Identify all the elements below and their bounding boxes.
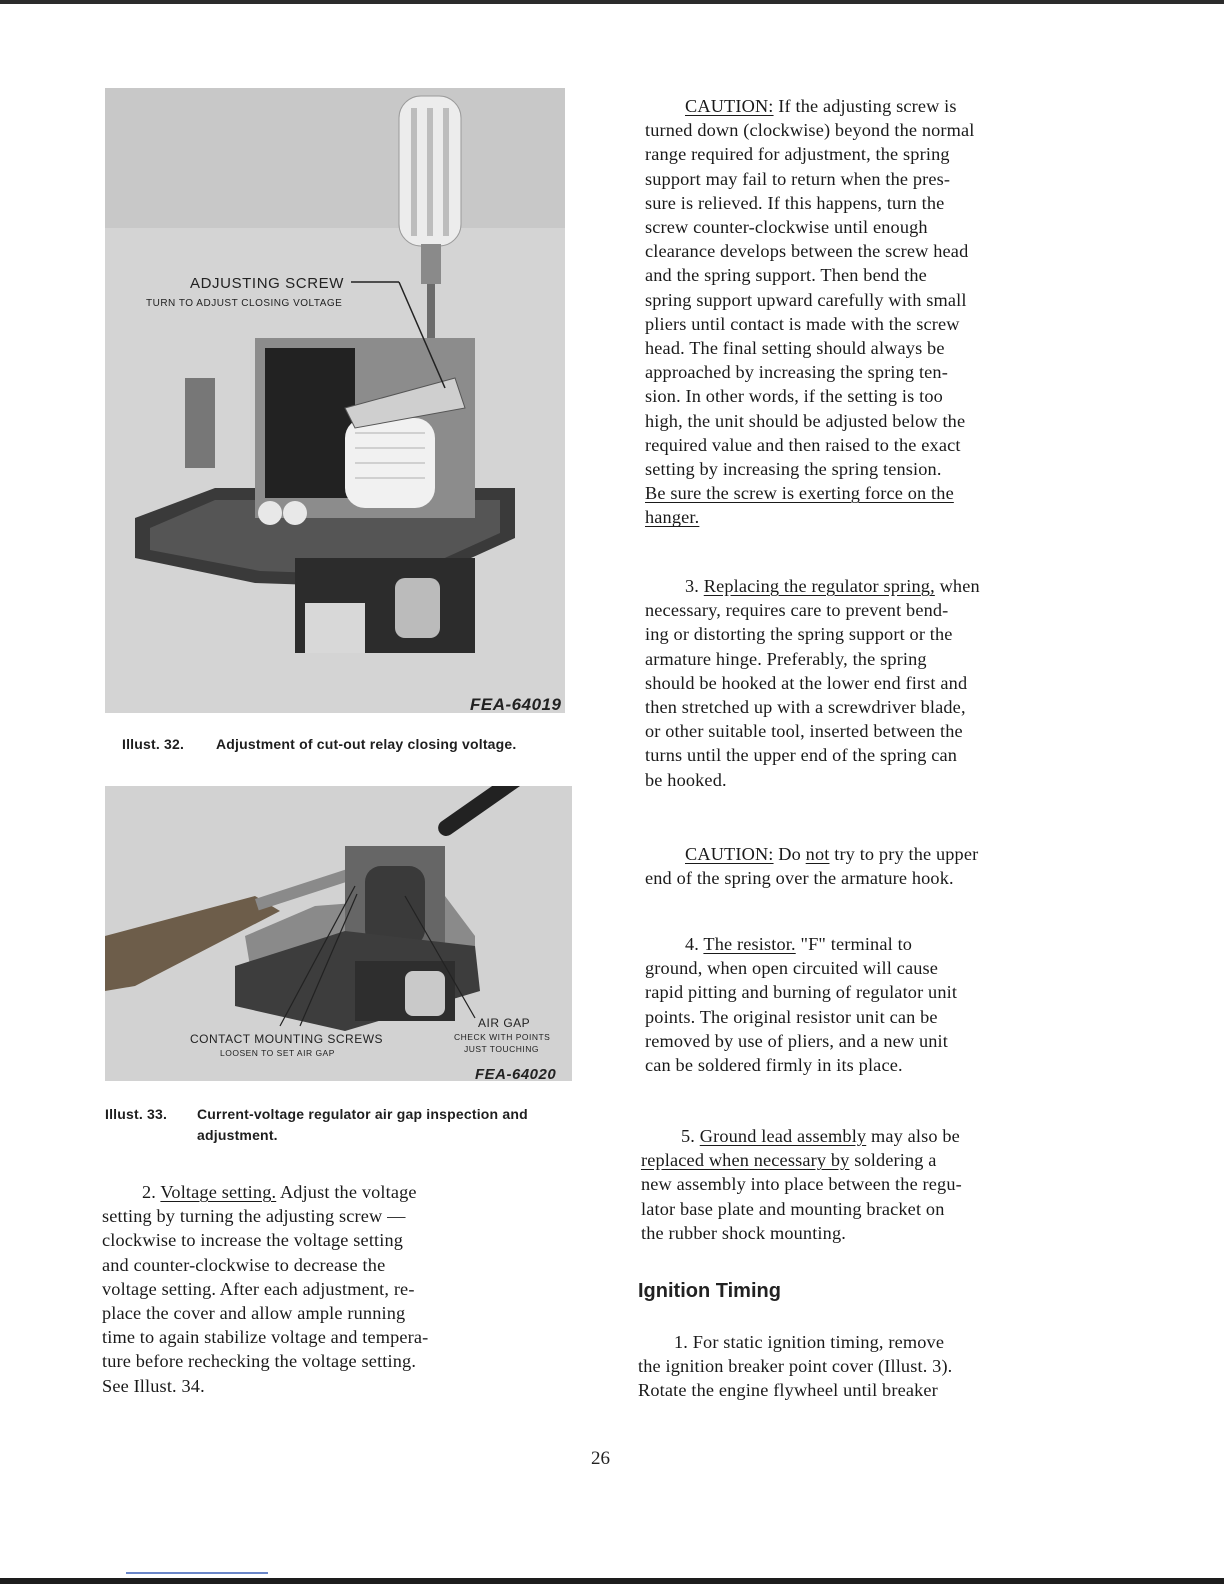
spring-line: then stretched up with a screwdriver blade, (645, 697, 966, 718)
spring-title: Replacing the regulator spring, (703, 576, 935, 596)
voltage-num: 2. (142, 1182, 157, 1202)
top-rule (0, 0, 1224, 4)
voltage-line-8: See Illust. 34. (102, 1375, 205, 1396)
caution-1-line: spring support upward carefully with small (645, 289, 967, 310)
voltage-setting-paragraph (102, 1180, 572, 1398)
ground-first: may also be (870, 1126, 960, 1146)
resistor-num: 4. (685, 934, 700, 954)
caution-1-line: turned down (clockwise) beyond the normal (645, 120, 975, 141)
figure-33-callout-right-title: AIR GAP (478, 1016, 531, 1030)
timing-line: Rotate the engine flywheel until breaker (638, 1380, 938, 1401)
caution-1-line: range required for adjustment, the spring (645, 144, 950, 165)
timing-first: 1. For static ignition timing, remove (674, 1332, 945, 1352)
spring-line: should be hooked at the lower end first and (645, 672, 968, 693)
timing-line: the ignition breaker point cover (Illust. 3). (638, 1356, 953, 1377)
ground-line: the rubber shock mounting. (641, 1222, 846, 1243)
caution-1-paragraph (645, 94, 1125, 530)
spring-line: ing or distorting the spring support or the (645, 624, 953, 645)
relay-illustration (105, 88, 565, 713)
voltage-line-5: place the cover and allow ample running (102, 1303, 406, 1324)
caution-2-label: CAUTION: (685, 844, 774, 864)
caution-1-underlined-line: Be sure the screw is exerting force on the (645, 483, 954, 504)
spring-line: armature hinge. Preferably, the spring (645, 648, 927, 669)
caution-2-not: not (805, 844, 830, 864)
figure-32-code: FEA-64019 (470, 695, 562, 714)
ground-num: 5. (681, 1126, 696, 1146)
bottom-rule (0, 1578, 1224, 1584)
caution-1-line: approached by increasing the spring ten- (645, 362, 948, 383)
spring-num: 3. (685, 576, 700, 596)
caution-1-line: head. The final setting should always be (645, 338, 945, 359)
ground-lead-paragraph (641, 1124, 1121, 1245)
spring-line: or other suitable tool, inserted between the (645, 721, 963, 742)
ground-title: Ground lead assembly (699, 1126, 867, 1146)
ground-line2-underlined: replaced when necessary by (641, 1150, 850, 1171)
figure-33-callout-left-title: CONTACT MOUNTING SCREWS (190, 1032, 384, 1046)
figure-32-caption (122, 734, 582, 755)
bottom-blue-mark (126, 1572, 268, 1574)
figure-32-photo (105, 88, 565, 713)
caution-1-underlined-line: hanger. (645, 507, 700, 528)
caption-text-line1: Current-voltage regulator air gap inspection and (197, 1106, 528, 1122)
resistor-first: "F" terminal to (800, 934, 913, 954)
resistor-line: ground, when open circuited will cause (645, 958, 939, 979)
caution-1-line: sure is relieved. If this happens, turn the (645, 192, 945, 213)
spring-line: turns until the upper end of the spring can (645, 745, 958, 766)
ignition-timing-heading: Ignition Timing (638, 1280, 781, 1302)
caution-1-first: If the adjusting screw is (778, 96, 957, 116)
caution-1-line: clearance develops between the screw head (645, 241, 969, 262)
resistor-line: can be soldered firmly in its place. (645, 1055, 903, 1076)
resistor-title: The resistor. (703, 934, 796, 954)
caution-2-a: Do (778, 844, 801, 864)
caution-1-line: pliers until contact is made with the screw (645, 313, 960, 334)
caution-2-b: try to pry the upper (834, 844, 979, 864)
spring-first: when (939, 576, 980, 596)
caution-1-line: support may fail to return when the pres- (645, 168, 951, 189)
voltage-line-1: setting by turning the adjusting screw — (102, 1206, 406, 1227)
voltage-line-7: ture before rechecking the voltage setting. (102, 1351, 417, 1372)
ground-line: lator base plate and mounting bracket on (641, 1198, 945, 1219)
voltage-line-6: time to again stabilize voltage and tempera- (102, 1327, 429, 1348)
spring-line: necessary, requires care to prevent bend- (645, 600, 949, 621)
figure-32-callout-sub: TURN TO ADJUST CLOSING VOLTAGE (146, 298, 343, 309)
caution-1-line: and the spring support. Then bend the (645, 265, 927, 286)
caption-label: Illust. 33. (105, 1106, 168, 1122)
caption-text-line2: adjustment. (197, 1127, 278, 1143)
voltage-line-3: and counter-clockwise to decrease the (102, 1254, 386, 1275)
caption-text: Adjustment of cut-out relay closing voltage. (216, 736, 517, 752)
caption-label: Illust. 32. (122, 736, 185, 752)
resistor-line: points. The original resistor unit can be (645, 1006, 938, 1027)
figure-33-code: FEA-64020 (475, 1066, 557, 1083)
voltage-title: Voltage setting. (160, 1182, 277, 1202)
resistor-line: rapid pitting and burning of regulator unit (645, 982, 958, 1003)
spring-paragraph (645, 574, 1125, 792)
caution-1-line: high, the unit should be adjusted below the (645, 410, 966, 431)
caution-1-line: sion. In other words, if the setting is too (645, 386, 943, 407)
page-number: 26 (591, 1448, 610, 1469)
figure-33-callout-right-sub1: CHECK WITH POINTS (454, 1032, 551, 1042)
timing-paragraph (638, 1330, 1118, 1403)
voltage-line-2: clockwise to increase the voltage setting (102, 1230, 404, 1251)
ground-line2-rest: soldering a (854, 1150, 937, 1171)
voltage-line-0: Adjust the voltage (279, 1182, 417, 1202)
caution-2-paragraph (645, 842, 1125, 890)
caution-1-line: screw counter-clockwise until enough (645, 217, 928, 238)
caution-1-label: CAUTION: (685, 96, 774, 116)
figure-33-callout-left-sub: LOOSEN TO SET AIR GAP (220, 1048, 335, 1058)
resistor-line: removed by use of pliers, and a new unit (645, 1030, 948, 1051)
spring-line: be hooked. (645, 769, 727, 790)
figure-32-callout-title: ADJUSTING SCREW (190, 275, 345, 292)
caution-1-line: setting by increasing the spring tension. (645, 459, 942, 480)
figure-33-caption (105, 1104, 585, 1146)
caution-1-line: required value and then raised to the exact (645, 434, 961, 455)
caution-2-line2: end of the spring over the armature hook. (645, 868, 954, 889)
ground-line: new assembly into place between the regu- (641, 1174, 962, 1195)
voltage-line-4: voltage setting. After each adjustment, re- (102, 1278, 415, 1299)
resistor-paragraph (645, 932, 1125, 1077)
figure-33-callout-right-sub2: JUST TOUCHING (464, 1044, 539, 1054)
